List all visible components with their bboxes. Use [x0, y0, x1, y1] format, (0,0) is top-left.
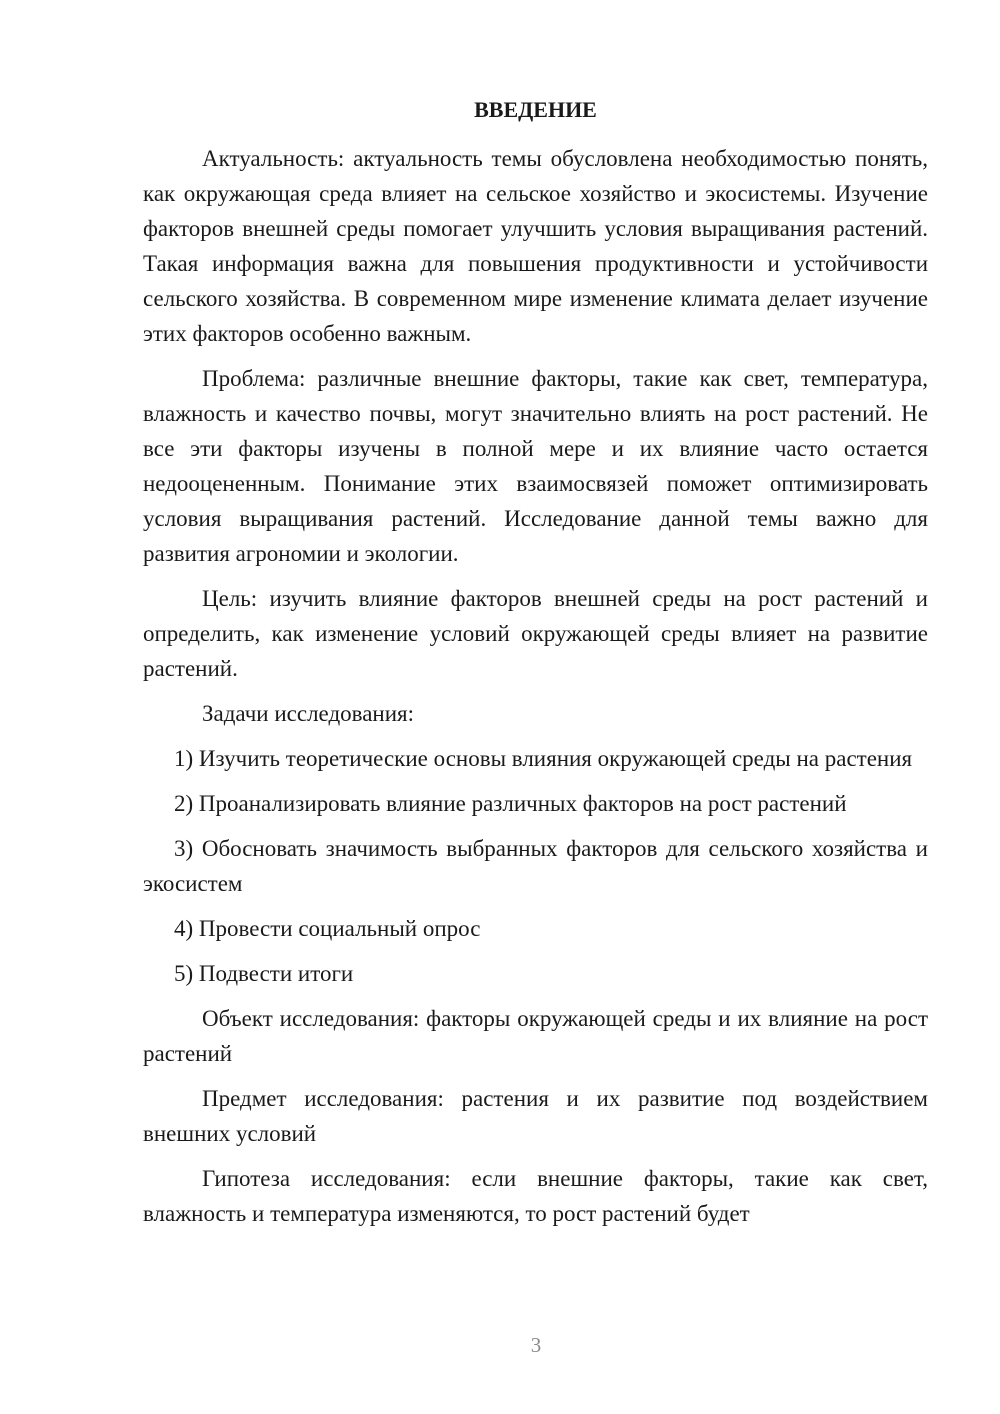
goal-paragraph: Цель: изучить влияние факторов внешней среды на рост растений и определить, как изменение условий окружающей среды влияет на развитие растений. — [143, 586, 928, 681]
hypothesis-paragraph: Гипотеза исследования: если внешние факторы, такие как свет, влажность и температура изменяются, то рост растений будет — [143, 1166, 928, 1226]
page-number: 3 — [530, 1333, 542, 1357]
document-page — [143, 92, 928, 1241]
research-subject-paragraph: Предмет исследования: растения и их развитие под воздействием внешних условий — [143, 1086, 928, 1146]
relevance-paragraph: Актуальность: актуальность темы обусловлена необходимостью понять, как окружающая среда влияет на сельское хозяйство и экосистемы. Изучение факторов внешней среды помогает улучшить условия выращивания растений. Такая информация важна для повышения продуктивности и устойчивости сельского хозяйства. В современном мире изменение климата делает изучение этих факторов особенно важным. — [143, 146, 928, 346]
tasks-heading: Задачи исследования: — [202, 701, 415, 726]
research-object-paragraph: Объект исследования: факторы окружающей среды и их влияние на рост растений — [143, 1006, 928, 1066]
task-item: 1) Изучить теоретические основы влияния окружающей среды на растения — [174, 746, 913, 771]
task-item: 5) Подвести итоги — [174, 961, 354, 986]
problem-paragraph: Проблема: различные внешние факторы, такие как свет, температура, влажность и качество почвы, могут значительно влиять на рост растений. Не все эти факторы изучены в полной мере и их влияние часто остается недооцененным. Понимание этих взаимосвязей поможет оптимизировать условия выращивания растений. Исследование данной темы важно для развития агрономии и экологии. — [143, 366, 928, 566]
task-item: 2) Проанализировать влияние различных факторов на рост растений — [174, 791, 847, 816]
task-item: 3) Обосновать значимость выбранных факторов для сельского хозяйства и экосистем — [143, 836, 928, 896]
section-heading: ВВЕДЕНИЕ — [474, 97, 597, 122]
task-item: 4) Провести социальный опрос — [174, 916, 481, 941]
